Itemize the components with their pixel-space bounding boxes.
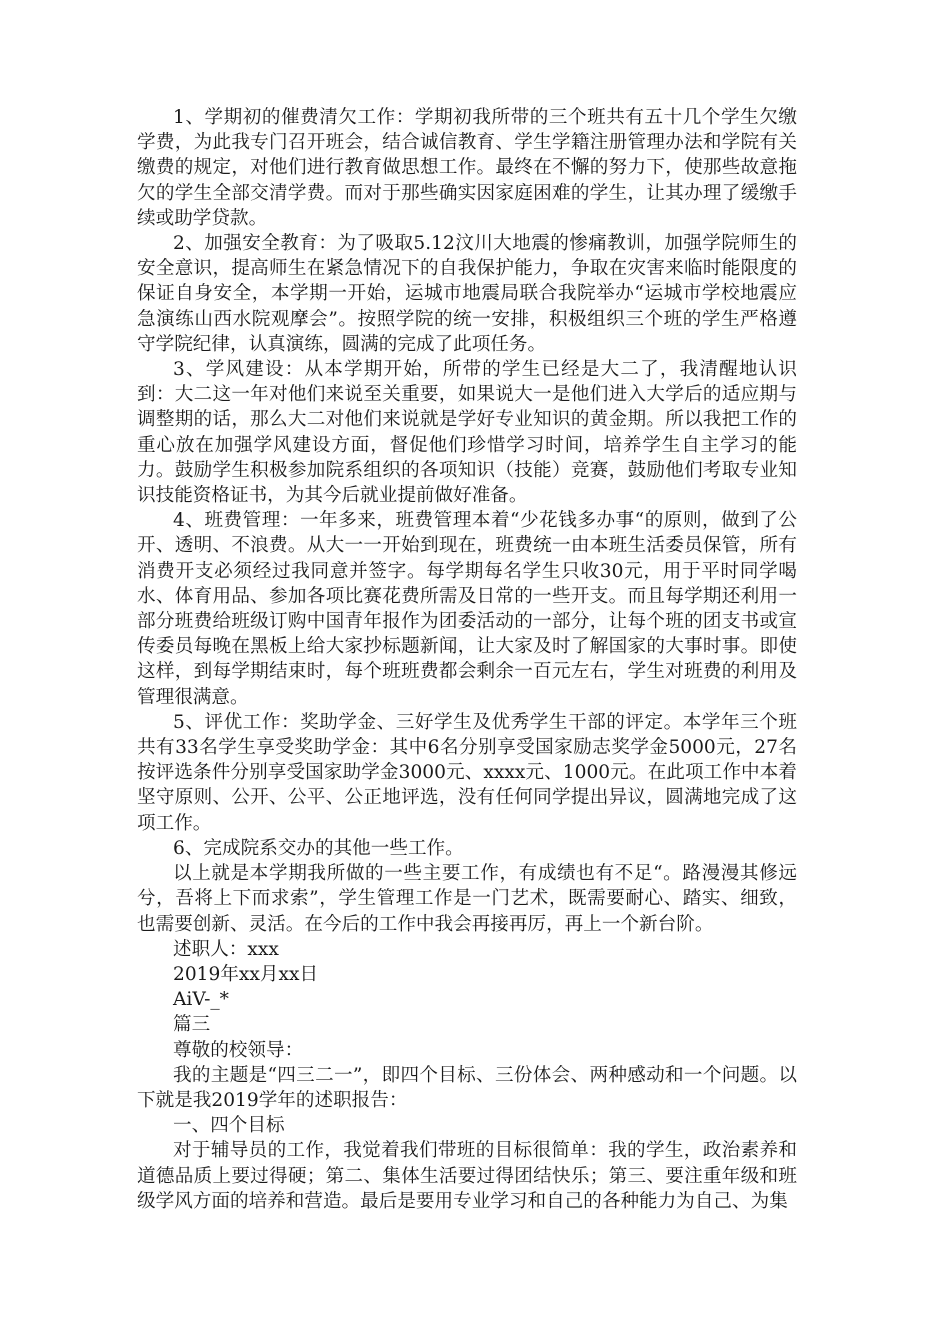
paragraph-theme: 我的主题是“四三二一”，即四个目标、三份体会、两种感动和一个问题。以下就是我2019学年的述职报告： <box>137 1064 797 1111</box>
paragraph-goals: 对于辅导员的工作，我觉着我们带班的目标很简单：我的学生，政治素养和道德品质上要过得硬；第二、集体生活要过得团结快乐；第三、要注重年级和班级学风方面的培养和营造。最后是要用专业学习和自己的各种能力为自己、为集 <box>137 1140 797 1212</box>
paragraph-class-fee: 4、班费管理：一年多来，班费管理本着“少花钱多办事“的原则，做到了公开、透明、不浪费。从大一一开始到现在，班费统一由本班生活委员保管，所有消费开支必须经过我同意并签字。每学期每名学生只收30元，用于平时同学喝水、体育用品、参加各项比赛花费所需及日常的一些开支。而且每学期还利用一部分班费给班级订购中国青年报作为团委活动的一部分，让每个班的团支书或宣传委员每晚在黑板上给大家抄标题新闻，让大家及时了解国家的大事时事。即使这样，到每学期结束时，每个班班费都会剩余一百元左右，学生对班费的利用及管理很满意。 <box>137 510 797 708</box>
subheading-four-goals: 一、四个目标 <box>173 1115 285 1137</box>
paragraph-evaluation: 5、评优工作：奖助学金、三好学生及优秀学生干部的评定。本学年三个班共有33名学生享受奖助学金：其中6名分别享受国家励志奖学金5000元，27名按评选条件分别享受国家助学金3000元、xxxx元、1000元。在此项工作中本着坚守原则、公开、公平、公正地评选，没有任何同学提出异议，圆满地完成了这项工作。 <box>137 711 797 834</box>
reporter-line: 述职人：xxx <box>173 938 279 960</box>
paragraph-other-work: 6、完成院系交办的其他一些工作。 <box>173 837 464 859</box>
section-heading: 篇三 <box>173 1014 211 1036</box>
paragraph-study-style: 3、学风建设：从本学期开始，所带的学生已经是大二了，我清醒地认识到：大二这一年对他们来说至关重要，如果说大一是他们进入大学后的适应期与调整期的话，那么大二对他们来说就是学好专业知识的黄金期。所以我把工作的重心放在加强学风建设方面，督促他们珍惜学习时间，培养学生自主学习的能力。鼓励学生积极参加院系组织的各项知识（技能）竞赛，鼓励他们考取专业知识技能资格证书，为其今后就业提前做好准备。 <box>137 359 797 507</box>
paragraph-fee-collection: 1、学期初的催费清欠工作：学期初我所带的三个班共有五十几个学生欠缴学费，为此我专门召开班会，结合诚信教育、学生学籍注册管理办法和学院有关缴费的规定，对他们进行教育做思想工作。最终在不懈的努力下，使那些故意拖欠的学生全部交清学费。而对于那些确实因家庭困难的学生，让其办理了缓缴手续或助学贷款。 <box>137 107 797 229</box>
paragraph-safety-education: 2、加强安全教育：为了吸取5.12汶川大地震的惨痛教训，加强学院师生的安全意识，提高师生在紧急情况下的自我保护能力，争取在灾害来临时能限度的保证自身安全，本学期一开始，运城市地震局联合我院举办“运城市学校地震应急演练山西水院观摩会”。按照学院的统一安排，积极组织三个班的学生严格遵守学院纪律，认真演练，圆满的完成了此项任务。 <box>137 233 797 355</box>
salutation: 尊敬的校领导： <box>173 1039 304 1061</box>
artifact-line: AiV-_* <box>173 989 229 1011</box>
document-body <box>137 105 797 1214</box>
date-line: 2019年xx月xx日 <box>173 963 319 985</box>
paragraph-summary: 以上就是本学期我所做的一些主要工作，有成绩也有不足“。路漫漫其修远兮，吾将上下而求索”，学生管理工作是一门艺术，既需要耐心、踏实、细致，也需要创新、灵活。在今后的工作中我会再接再厉，再上一个新台阶。 <box>137 863 797 935</box>
